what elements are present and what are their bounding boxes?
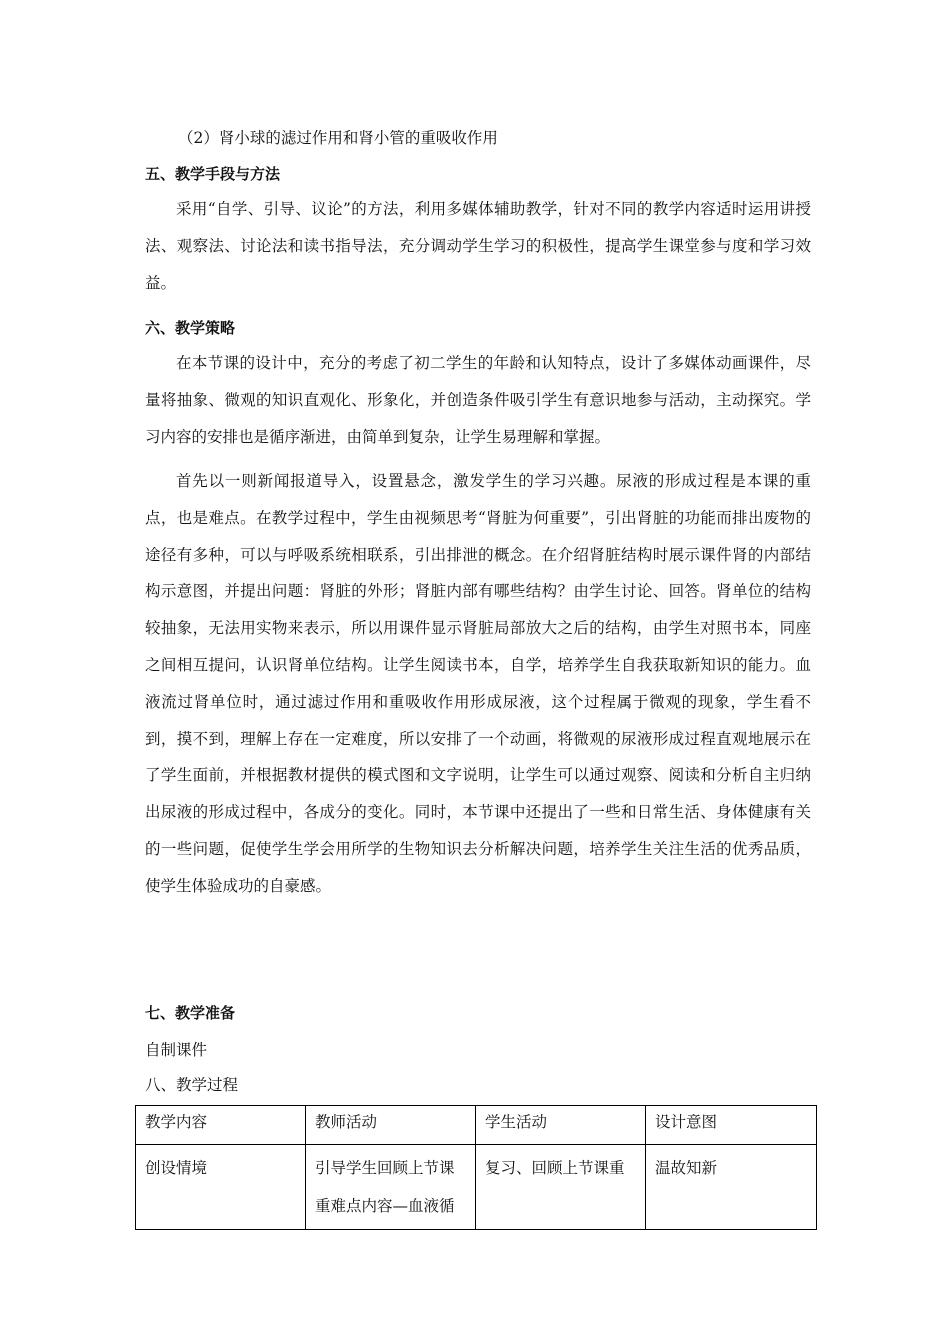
table-cell: 创设情境 — [136, 1145, 306, 1230]
section-6-title: 六、教学策略 — [145, 319, 236, 337]
section-5-title: 五、教学手段与方法 — [145, 165, 281, 183]
section-6-paragraph-2: 首先以一则新闻报道导入，设置悬念，激发学生的学习兴趣。尿液的形成过程是本课的重点，也是难点。在教学过程中，学生由视频思考“肾脏为何重要”，引出肾脏的功能而排出废物的途径有多种，可以与呼吸系统相联系，引出排泄的概念。在介绍肾脏结构时展示课件肾的内部结构示意图，并提出问题：肾脏的外形；肾脏内部有哪些结构？由学生讨论、回答。肾单位的结构较抽象，无法用实物来表示，所以用课件显示肾脏局部放大之后的结构，由学生对照书本，同座之间相互提问，认识肾单位结构。让学生阅读书本，自学，培养学生自我获取新知识的能力。血液流过肾单位时，通过滤过作用和重吸收作用形成尿液，这个过程属于微观的现象，学生看不到，摸不到，理解上存在一定难度，所以安排了一个动画，将微观的尿液形成过程直观地展示在了学生面前，并根据教材提供的模式图和文字说明，让学生可以通过观察、阅读和分析自主归纳出尿液的形成过程中，各成分的变化。同时，本节课中还提出了一些和日常生活、身体健康有关的一些问题，促使学生学会用所学的生物知识去分析解决问题，培养学生关注生活的优秀品质，使学生体验成功的自豪感。 — [145, 472, 811, 895]
table-cell: 温故知新 — [646, 1145, 817, 1230]
table-header-row — [136, 1106, 817, 1145]
section-5-body: 采用“自学、引导、议论”的方法，利用多媒体辅助教学，针对不同的教学内容适时运用讲授法、观察法、讨论法和读书指导法，充分调动学生学习的积极性，提高学生课堂参与度和学习效益。 — [145, 200, 811, 292]
section-7-body: 自制课件 — [145, 1041, 208, 1059]
table-cell: 复习、回顾上节课重 — [476, 1145, 646, 1230]
teaching-process-table — [135, 1105, 817, 1230]
section-7-title: 七、教学准备 — [145, 1004, 236, 1022]
table-row — [136, 1145, 817, 1230]
item-2-line: （2）肾小球的滤过作用和肾小管的重吸收作用 — [178, 129, 498, 147]
table-header-cell: 教学内容 — [136, 1106, 306, 1145]
section-8-title: 八、教学过程 — [145, 1076, 239, 1094]
table-cell: 引导学生回顾上节课重难点内容—血液循 — [306, 1145, 476, 1230]
section-6-paragraph-1: 在本节课的设计中，充分的考虑了初二学生的年龄和认知特点，设计了多媒体动画课件，尽量将抽象、微观的知识直观化、形象化，并创造条件吸引学生有意识地参与活动，主动探究。学习内容的安排也是循序渐进，由简单到复杂，让学生易理解和掌握。 — [145, 354, 811, 446]
table-header-cell: 设计意图 — [646, 1106, 817, 1145]
table-header-cell: 学生活动 — [476, 1106, 646, 1145]
table-header-cell: 教师活动 — [306, 1106, 476, 1145]
